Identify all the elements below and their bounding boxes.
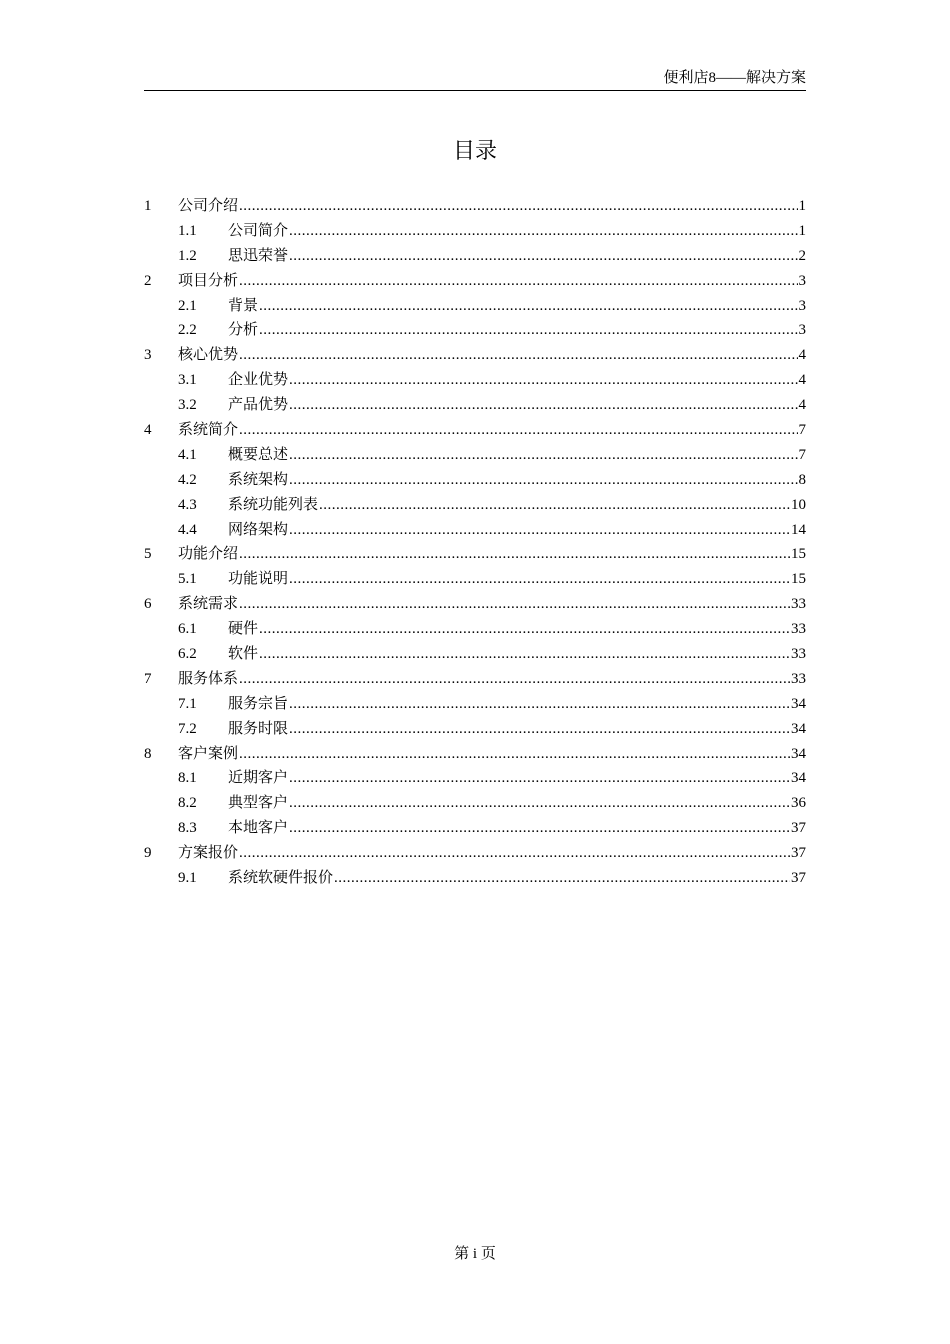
toc-entry-label: 服务宗旨 — [228, 695, 289, 712]
toc-entry-page-number: 33 — [791, 646, 806, 663]
toc-entry-label: 背景 — [228, 297, 259, 314]
dot-leader — [239, 841, 790, 866]
header-rule — [144, 90, 806, 91]
toc-entry-label: 功能说明 — [228, 571, 289, 588]
toc-title: 目录 — [452, 138, 497, 163]
toc-subentry[interactable] — [144, 617, 806, 642]
toc-entry-page-number: 3 — [798, 297, 806, 314]
toc-entry[interactable] — [144, 343, 806, 368]
toc-entry-page-number: 4 — [798, 397, 806, 414]
toc-entry-page-number: 15 — [791, 571, 806, 588]
toc-entry-label: 核心优势 — [178, 347, 239, 364]
toc-entry-page-number: 36 — [791, 795, 806, 812]
toc-entry-label: 企业优势 — [228, 372, 289, 389]
dot-leader — [259, 617, 790, 642]
toc-subentry[interactable] — [144, 816, 806, 841]
toc-entry-label: 公司简介 — [228, 222, 289, 239]
toc-entry-label: 思迅荣誉 — [228, 247, 289, 264]
toc-entry-page-number: 34 — [791, 745, 806, 762]
toc-subentry[interactable] — [144, 493, 806, 518]
toc-entry[interactable] — [144, 592, 806, 617]
toc-entry-number: 2 — [144, 272, 152, 289]
toc-entry[interactable] — [144, 269, 806, 294]
toc-entry-number: 2.2 — [178, 322, 197, 339]
toc-entry-page-number: 34 — [791, 770, 806, 787]
toc-entry-number: 9 — [144, 845, 152, 862]
toc-entry-label: 项目分析 — [178, 272, 239, 289]
page-footer: 第 i 页 — [454, 1246, 496, 1262]
dot-leader — [289, 244, 797, 269]
toc-subentry[interactable] — [144, 219, 806, 244]
toc-subentry[interactable] — [144, 866, 806, 891]
dot-leader — [259, 318, 797, 343]
toc-entry-number: 1 — [144, 198, 152, 214]
dot-leader — [289, 717, 790, 742]
toc-entry-label: 服务体系 — [178, 670, 239, 687]
toc-entry-label: 方案报价 — [178, 845, 239, 862]
dot-leader — [239, 269, 797, 294]
toc-entry-label: 产品优势 — [228, 397, 289, 414]
dot-leader — [289, 443, 797, 468]
toc-entry-label: 概要总述 — [228, 446, 289, 463]
toc-entry-number: 8 — [144, 745, 152, 762]
toc-entry-number: 7 — [144, 670, 152, 687]
toc-entry-page-number: 33 — [791, 596, 806, 613]
toc-entry-label: 近期客户 — [228, 770, 289, 787]
toc-entry-page-number: 7 — [798, 422, 806, 439]
toc-entry-page-number: 33 — [791, 621, 806, 638]
dot-leader — [289, 692, 790, 717]
toc-entry-number: 8.2 — [178, 795, 197, 812]
toc-entry-page-number: 37 — [791, 870, 806, 887]
toc-subentry[interactable] — [144, 244, 806, 269]
toc-subentry[interactable] — [144, 318, 806, 343]
toc-entry-label: 系统需求 — [178, 596, 239, 613]
toc-entry-number: 1.1 — [178, 222, 197, 239]
dot-leader — [289, 219, 797, 244]
dot-leader — [239, 542, 790, 567]
toc-subentry[interactable] — [144, 294, 806, 319]
toc-entry[interactable] — [144, 194, 806, 219]
toc-entry[interactable] — [144, 841, 806, 866]
dot-leader — [319, 493, 790, 518]
toc-entry-number: 4.2 — [178, 471, 197, 488]
toc-entry-page-number: 10 — [791, 496, 806, 513]
dot-leader — [289, 791, 790, 816]
toc-entry-page-number: 4 — [798, 347, 806, 364]
toc-entry-page-number: 4 — [798, 372, 806, 389]
toc-entry-number: 9.1 — [178, 870, 197, 887]
dot-leader — [289, 468, 797, 493]
toc-entry-page-number: 3 — [798, 272, 806, 289]
toc-entry-page-number: 37 — [791, 845, 806, 862]
dot-leader — [239, 592, 790, 617]
dot-leader — [289, 816, 790, 841]
dot-leader — [289, 567, 790, 592]
toc-entry-number: 2.1 — [178, 297, 197, 314]
toc-entry-page-number: 14 — [791, 521, 806, 538]
dot-leader — [289, 518, 790, 543]
dot-leader — [239, 194, 797, 219]
toc-entry-page-number: 8 — [798, 471, 806, 488]
toc-subentry[interactable] — [144, 791, 806, 816]
toc-entry-number: 8.1 — [178, 770, 197, 787]
toc-entry-page-number: 37 — [791, 820, 806, 837]
toc-entry-page-number: 2 — [798, 247, 806, 264]
toc-entry-number: 6.1 — [178, 621, 197, 638]
toc-entry-label: 系统架构 — [228, 471, 289, 488]
toc-entry-number: 6.2 — [178, 646, 197, 663]
toc-entry-label: 典型客户 — [228, 795, 289, 812]
toc-subentry[interactable] — [144, 567, 806, 592]
toc-entry-number: 6 — [144, 596, 152, 613]
toc-entry-label: 功能介绍 — [178, 546, 239, 563]
toc-entry-page-number: 1 — [798, 222, 806, 239]
toc-subentry[interactable] — [144, 642, 806, 667]
toc-entry-number: 5.1 — [178, 571, 197, 588]
toc-entry-label: 网络架构 — [228, 521, 289, 538]
toc-entry-page-number: 33 — [791, 670, 806, 687]
toc-entry-number: 1.2 — [178, 247, 197, 264]
toc-entry-number: 7.2 — [178, 720, 197, 737]
dot-leader — [289, 766, 790, 791]
toc-subentry[interactable] — [144, 766, 806, 791]
toc-entry-label: 客户案例 — [178, 745, 239, 762]
toc-entry-label: 分析 — [228, 322, 259, 339]
dot-leader — [239, 742, 790, 767]
toc-entry-number: 4 — [144, 422, 152, 439]
toc-subentry[interactable] — [144, 468, 806, 493]
dot-leader — [239, 418, 797, 443]
toc-subentry[interactable] — [144, 717, 806, 742]
toc-entry-label: 系统功能列表 — [228, 496, 319, 513]
toc-entry-label: 公司介绍 — [178, 198, 239, 214]
toc-entry-page-number: 1 — [798, 198, 806, 214]
toc-entry-label: 系统简介 — [178, 422, 239, 439]
toc-entry-number: 3 — [144, 347, 152, 364]
toc-entry-label: 系统软硬件报价 — [228, 870, 334, 887]
toc-entry-page-number: 34 — [791, 695, 806, 712]
toc-subentry[interactable] — [144, 393, 806, 418]
toc-entry[interactable] — [144, 542, 806, 567]
dot-leader — [239, 667, 790, 692]
toc-entry-page-number: 34 — [791, 720, 806, 737]
dot-leader — [289, 393, 797, 418]
toc-entry-number: 4.4 — [178, 521, 197, 538]
toc-entry[interactable] — [144, 667, 806, 692]
toc-entry-label: 服务时限 — [228, 720, 289, 737]
running-header: 便利店8——解决方案 — [663, 70, 806, 86]
dot-leader — [259, 642, 790, 667]
toc-entry-number: 4.3 — [178, 496, 197, 513]
toc-subentry[interactable] — [144, 368, 806, 393]
toc-entry[interactable] — [144, 742, 806, 767]
toc-entry-number: 3.2 — [178, 397, 197, 414]
toc-entry-number: 5 — [144, 546, 152, 563]
toc-entry-number: 7.1 — [178, 695, 197, 712]
dot-leader — [239, 343, 797, 368]
toc-subentry[interactable] — [144, 518, 806, 543]
toc-subentry[interactable] — [144, 443, 806, 468]
toc-entry-page-number: 15 — [791, 546, 806, 563]
toc-entry[interactable] — [144, 418, 806, 443]
toc-entry-number: 3.1 — [178, 372, 197, 389]
table-of-contents — [144, 194, 806, 891]
toc-entry-label: 软件 — [228, 646, 259, 663]
toc-entry-number: 4.1 — [178, 446, 197, 463]
toc-entry-label: 本地客户 — [228, 820, 289, 837]
dot-leader — [334, 866, 790, 891]
toc-subentry[interactable] — [144, 692, 806, 717]
dot-leader — [259, 294, 797, 319]
toc-entry-number: 8.3 — [178, 820, 197, 837]
toc-entry-label: 硬件 — [228, 621, 259, 638]
toc-entry-page-number: 3 — [798, 322, 806, 339]
toc-entry-page-number: 7 — [798, 446, 806, 463]
dot-leader — [289, 368, 797, 393]
